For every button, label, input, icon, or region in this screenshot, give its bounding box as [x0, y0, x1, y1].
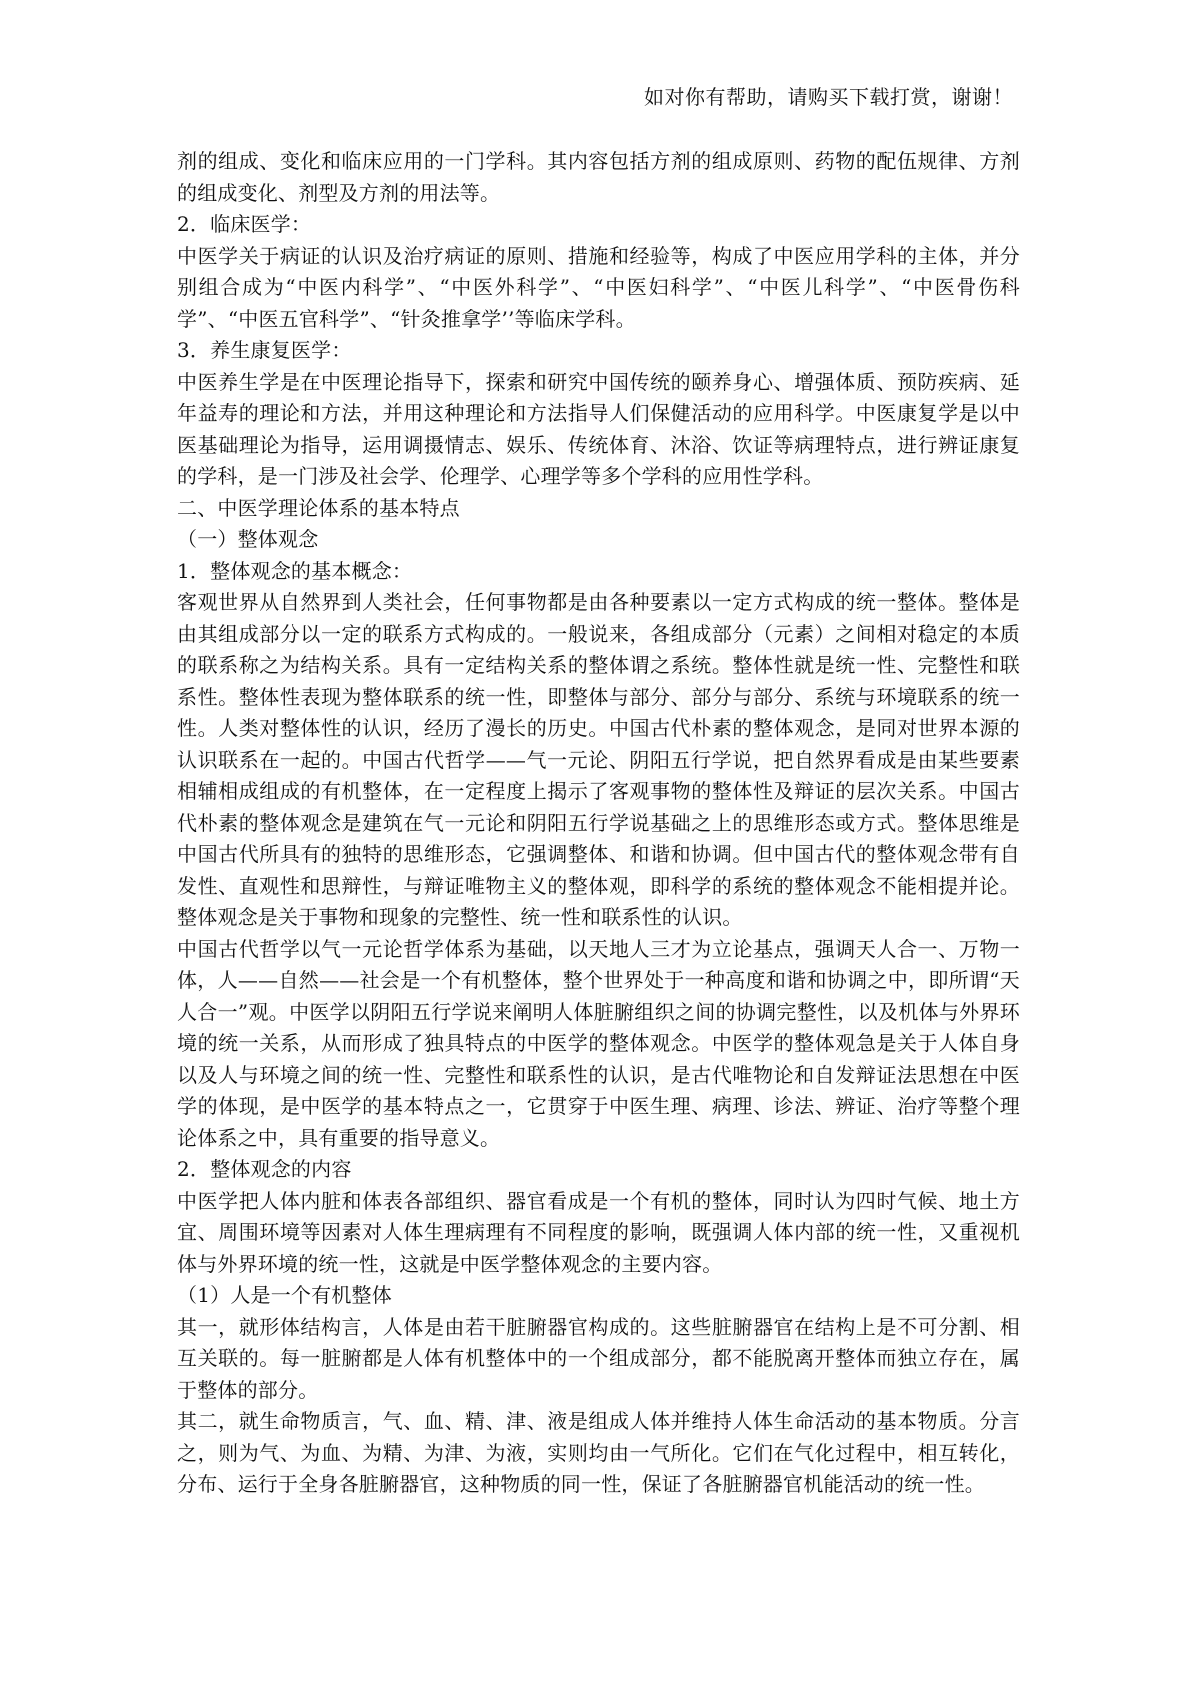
heading-holism-content: 2．整体观念的内容	[177, 1157, 352, 1181]
document-body	[177, 146, 1020, 1501]
section-heading-basic-features: 二、中医学理论体系的基本特点	[177, 495, 460, 520]
heading-health-rehab: 3．养生康复医学：	[177, 338, 352, 362]
paragraph-ancient-philosophy: 中国古代哲学以气一元论哲学体系为基础，以天地人三才为立论基点，强调天人合一、万物一体，人——自然——社会是一个有机整体，整个世界处于一种高度和谐和协调之中，即所谓“天人合一”观。中医学以阴阳五行学说来阐明人体脏腑组织之间的协调完整性，以及机体与外界环境的统一关系，从而形成了独具特点的中医学的整体观念。中医学的整体观急是关于人体自身以及人与环境之间的统一性、完整性和联系性的认识，是古代唯物论和自发辩证法思想在中医学的体现，是中医学的基本特点之一，它贯穿于中医生理、病理、诊法、辨证、治疗等整个理论体系之中，具有重要的指导意义。	[177, 936, 1020, 1150]
paragraph-holism-concept: 客观世界从自然界到人类社会，任何事物都是由各种要素以一定方式构成的统一整体。整体是由其组成部分以一定的联系方式构成的。一般说来，各组成部分（元素）之间相对稳定的本质的联系称之为结构关系。具有一定结构关系的整体谓之系统。整体性就是统一性、完整性和联系性。整体性表现为整体联系的统一性，即整体与部分、部分与部分、系统与环境联系的统一性。人类对整体性的认识，经历了漫长的历史。中国古代朴素的整体观念，是同对世界本源的认识联系在一起的。中国古代哲学——气一元论、阴阳五行学说，把自然界看成是由某些要素相辅相成组成的有机整体，在一定程度上揭示了客观事物的整体性及辩证的层次关系。中国古代朴素的整体观念是建筑在气一元论和阴阳五行学说基础之上的思维形态或方式。整体思维是中国古代所具有的独特的思维形态，它强调整体、和谐和协调。但中国古代的整体观念带有自发性、直观性和思辩性，与辩证唯物主义的整体观，即科学的系统的整体观念不能相提并论。整体观念是关于事物和现象的完整性、统一性和联系性的认识。	[177, 590, 1020, 929]
heading-clinical-medicine: 2．临床医学：	[177, 212, 312, 236]
paragraph-health-rehab: 中医养生学是在中医理论指导下，探索和研究中国传统的颐养身心、增强体质、预防疾病、延年益寿的理论和方法，并用这种理论和方法指导人们保健活动的应用科学。中医康复学是以中医基础理论为指导，运用调摄情志、娱乐、传统体育、沐浴、饮证等病理特点，进行辨证康复的学科，是一门涉及社会学、伦理学、心理学等多个学科的应用性学科。	[177, 369, 1020, 488]
paragraph-formula-intro: 剂的组成、变化和临床应用的一门学科。其内容包括方剂的组成原则、药物的配伍规律、方剂的组成变化、剂型及方剂的用法等。	[177, 149, 1020, 205]
subsection-heading-holism: （一）整体观念	[177, 527, 319, 551]
paragraph-holism-content: 中医学把人体内脏和体表各部组织、器官看成是一个有机的整体，同时认为四时气候、地土方宜、周围环境等因素对人体生理病理有不同程度的影响，既强调人体内部的统一性，又重视机体与外界环境的统一性，这就是中医学整体观念的主要内容。	[177, 1188, 1020, 1276]
heading-holism-concept: 1．整体观念的基本概念：	[177, 558, 413, 583]
paragraph-body-structure: 其一，就形体结构言，人体是由若干脏腑器官构成的。这些脏腑器官在结构上是不可分割、相互关联的。每一脏腑都是人体有机整体中的一个组成部分，都不能脱离开整体而独立存在，属于整体的部分。	[177, 1314, 1020, 1402]
header-note: 如对你有帮助，请购买下载打赏，谢谢！	[644, 85, 1013, 109]
heading-organic-whole: （1）人是一个有机整体	[177, 1283, 392, 1307]
paragraph-clinical-medicine: 中医学关于病证的认识及治疗病证的原则、措施和经验等，构成了中医应用学科的主体，并分别组合成为“中医内科学”、“中医外科学”、“中医妇科学”、“中医儿科学”、“中医骨伤科学”、“中医五官科学”、“针灸推拿学’’等临床学科。	[177, 243, 1020, 331]
paragraph-life-substances: 其二，就生命物质言，气、血、精、津、液是组成人体并维持人体生命活动的基本物质。分言之，则为气、为血、为精、为津、为液，实则均由一气所化。它们在气化过程中，相互转化，分布、运行于全身各脏腑器官，这种物质的同一性，保证了各脏腑器官机能活动的统一性。	[177, 1409, 1020, 1496]
